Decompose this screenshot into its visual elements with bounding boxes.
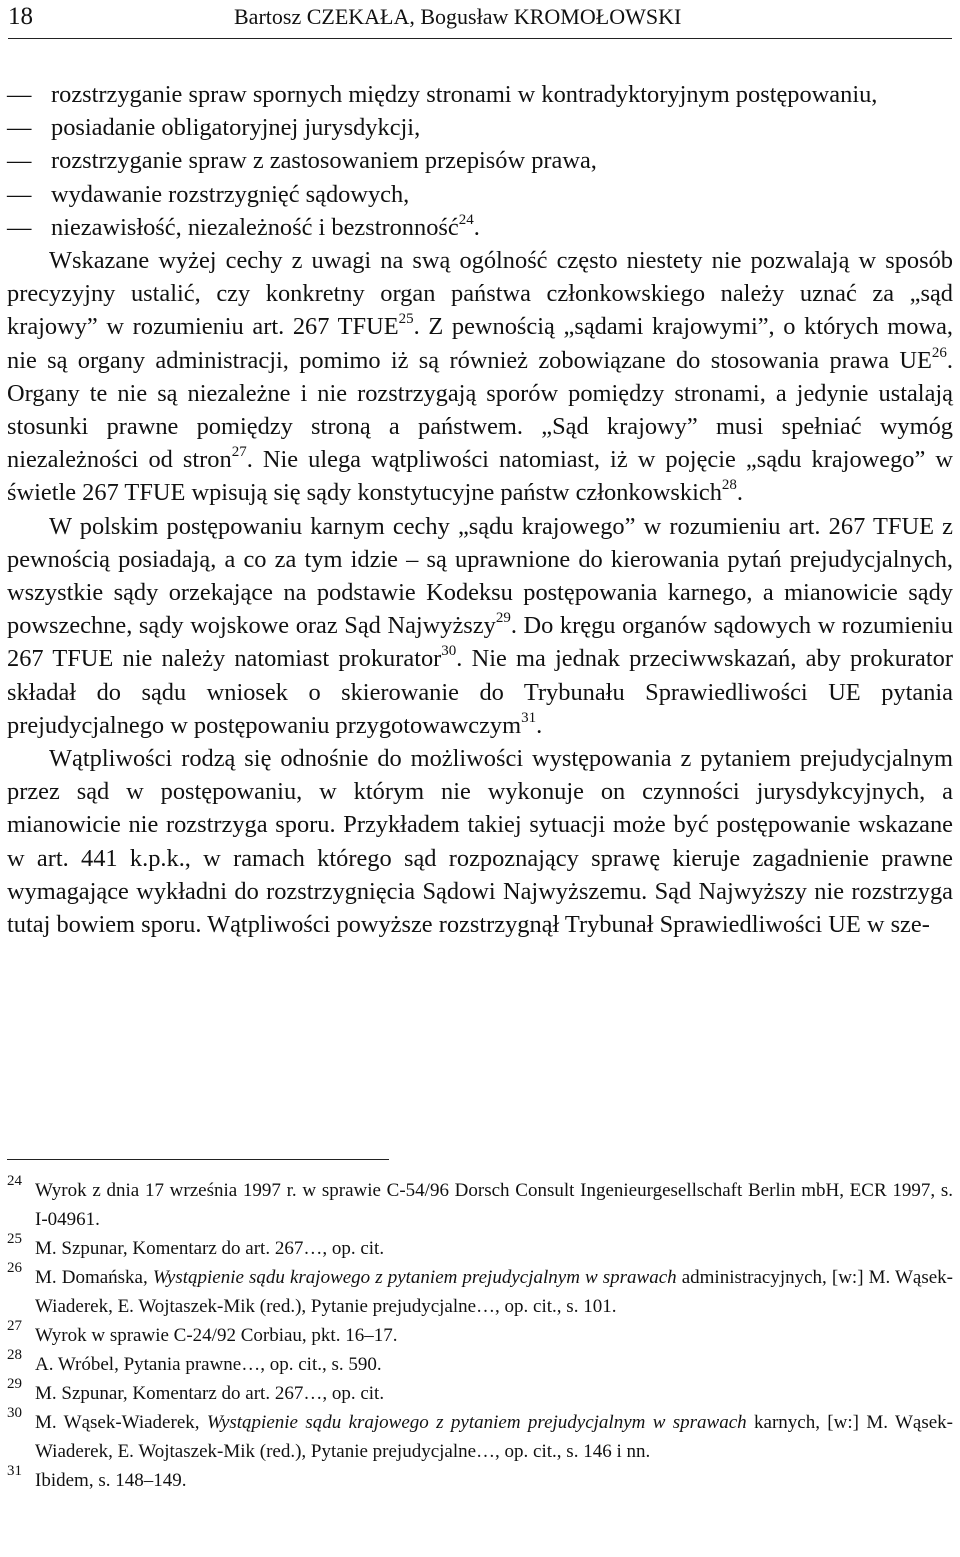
page-number: 18 bbox=[8, 3, 33, 30]
list-item-text: posiadanie obligatoryjnej jurysdykcji, bbox=[51, 114, 421, 142]
paragraph bbox=[7, 510, 953, 742]
footnote-number: 31 bbox=[7, 1463, 22, 1479]
footnote bbox=[7, 1173, 953, 1234]
feature-list bbox=[7, 78, 953, 244]
footnote bbox=[7, 1463, 953, 1495]
footnote-text: Wyrok w sprawie C-24/92 Corbiau, pkt. 16–17. bbox=[35, 1325, 398, 1346]
list-item-text: rozstrzyganie spraw spornych między stronami w kontradyktoryjnym postępowaniu, bbox=[51, 81, 878, 108]
paragraph-text: . bbox=[736, 479, 744, 507]
footnote bbox=[7, 1318, 953, 1350]
footnote-ref[interactable]: 24 bbox=[458, 211, 474, 228]
footnote-text: M. Szpunar, Komentarz do art. 267…, op. cit. bbox=[35, 1238, 385, 1259]
paragraph-text: W polskim postępowaniu karnym cechy „sądu krajowego” w rozumieniu art. 267 TFUE z pewnością posiadają, a co za tym idzie – są uprawnione do kierowania pytań prejudycjalnych, wszystkie sądy orzekające na podstawie Kodeksu postępowania karnego, a mianowicie sądy powszechne, sądy wojskowe oraz Sąd Najwyższy bbox=[7, 512, 953, 640]
dash-bullet: — bbox=[7, 114, 32, 142]
list-item-text: wydawanie rozstrzygnięć sądowych, bbox=[51, 180, 410, 208]
list-item-text: niezawisłość, niezależność i bezstronność bbox=[51, 213, 459, 241]
footnote-number: 29 bbox=[7, 1376, 22, 1392]
footnote-text: M. Domańska, bbox=[35, 1267, 153, 1288]
dash-bullet: — bbox=[7, 213, 32, 241]
list-item bbox=[7, 211, 953, 244]
footnote-number: 24 bbox=[7, 1173, 22, 1189]
footnote-ref[interactable]: 28 bbox=[721, 477, 737, 494]
footnote-text: Wyrok z dnia 17 września 1997 r. w sprawie C-54/96 Dorsch Consult Ingenieurgesellschaft Berlin mbH, ECR 1997, s. I-04961. bbox=[35, 1180, 953, 1230]
page-header bbox=[8, 0, 952, 39]
footnote bbox=[7, 1260, 954, 1321]
list-item-end: . bbox=[473, 213, 480, 241]
paragraph-text: . Z pewnością „sądami krajowymi”, o których mowa, nie są organy administracji, pomimo iż są również zobowiązane do stosowania prawa UE bbox=[7, 313, 953, 374]
footnote-text: M. Szpunar, Komentarz do art. 267…, op. cit. bbox=[35, 1383, 385, 1404]
footnote-ref[interactable]: 26 bbox=[931, 344, 947, 361]
list-item bbox=[7, 144, 953, 177]
paragraph-text: Wątpliwości rodzą się odnośnie do możliwości występowania z pytaniem prejudycjalnym przez sąd w postępowaniu, w którym nie wykonuje on czynności jurysdykcyjnych, a mianowicie nie rozstrzyga sporu. Przykładem takiej sytuacji może być postępowanie wskazane w art. 441 k.p.k., w ramach którego sąd rozpoznający sprawę kieruje zagadnienie prawne wymagające wykładni do rozstrzygnięcia Sądowi Najwyższemu. Sąd Najwyższy nie rozstrzyga tutaj bowiem sporu. Wątpliwości powyższe rozstrzygnął Trybunał Sprawiedliwości UE w sze- bbox=[7, 745, 953, 939]
paragraph-text: . Organy te nie są niezależne i nie rozstrzygają sporów pomiędzy stronami, a jedynie ustalają stosunki prawne pomiędzy stroną a państwem. „Sąd krajowy” musi spełniać wymóg niezależności od stron bbox=[7, 346, 953, 474]
footnote-ref[interactable]: 29 bbox=[495, 610, 511, 627]
paragraph-text: . bbox=[536, 711, 543, 739]
footnote-title: Wystąpienie sądu krajowego z pytaniem prejudycjalnym w sprawach bbox=[206, 1412, 747, 1433]
running-head: Bartosz CZEKAŁA, Bogusław KROMOŁOWSKI bbox=[234, 4, 682, 29]
footnote-number: 26 bbox=[7, 1260, 22, 1276]
footnote bbox=[7, 1347, 953, 1379]
dash-bullet: — bbox=[7, 180, 32, 208]
footnote bbox=[7, 1405, 953, 1466]
footnote-ref[interactable]: 30 bbox=[441, 643, 457, 660]
main-text bbox=[7, 78, 953, 941]
list-item bbox=[7, 111, 953, 144]
footnote-ref[interactable]: 27 bbox=[231, 444, 247, 461]
paragraph-text: . Do kręgu organów sądowych w rozumieniu 267 TFUE nie należy natomiast prokurator bbox=[7, 612, 953, 673]
footnote-text: Ibidem, s. 148–149. bbox=[35, 1470, 187, 1491]
footnote-number: 27 bbox=[7, 1318, 22, 1334]
footnote-text: M. Wąsek-Wiaderek, bbox=[35, 1412, 207, 1433]
footnote bbox=[7, 1376, 953, 1408]
footnote-ref[interactable]: 25 bbox=[398, 311, 414, 328]
footnote bbox=[7, 1231, 953, 1263]
footnotes bbox=[7, 1173, 954, 1495]
footnote-separator bbox=[7, 1159, 389, 1160]
footnote-ref[interactable]: 31 bbox=[521, 709, 537, 726]
footnote-number: 25 bbox=[7, 1231, 22, 1247]
paragraph-text: Wskazane wyżej cechy z uwagi na swą ogólność często niestety nie pozwalają w sposób precyzyjny ustalić, czy konkretny organ państwa członkowskiego należy uznać za „sąd krajowy” w rozumieniu art. 267 TFUE bbox=[7, 247, 953, 341]
list-item bbox=[7, 78, 953, 111]
paragraph-text: . Nie ma jednak przeciwwskazań, aby prokurator składał do sądu wniosek o skierowanie do Trybunału Sprawiedliwości UE pytania prejudycjalnego w postępowaniu przygotowawczym bbox=[7, 645, 953, 739]
footnote-number: 28 bbox=[7, 1347, 22, 1363]
footnote-text: karnych, [w:] M. Wąsek-Wiaderek, E. Wojtaszek-Mik (red.), Pytanie prejudycjalne…, op. cit., s. 146 i nn. bbox=[35, 1412, 953, 1462]
footnote-text: administracyjnych, [w:] M. Wąsek-Wiaderek, E. Wojtaszek-Mik (red.), Pytanie prejudycjalne…, op. cit., s. 101. bbox=[35, 1267, 954, 1317]
paragraph bbox=[7, 742, 953, 941]
dash-bullet: — bbox=[7, 81, 32, 108]
dash-bullet: — bbox=[7, 147, 32, 175]
footnote-number: 30 bbox=[7, 1405, 22, 1421]
list-item-text: rozstrzyganie spraw z zastosowaniem przepisów prawa, bbox=[51, 147, 597, 175]
footnote-title: Wystąpienie sądu krajowego z pytaniem prejudycjalnym w sprawach bbox=[152, 1267, 677, 1288]
paragraph-text: . Nie ulega wątpliwości natomiast, iż w pojęcie „sądu krajowego” w świetle 267 TFUE wpisują się sądy konstytucyjne państw członkowskich bbox=[7, 446, 954, 507]
paragraph bbox=[7, 244, 953, 510]
footnote-text: A. Wróbel, Pytania prawne…, op. cit., s. 590. bbox=[35, 1354, 382, 1375]
list-item bbox=[7, 178, 953, 211]
